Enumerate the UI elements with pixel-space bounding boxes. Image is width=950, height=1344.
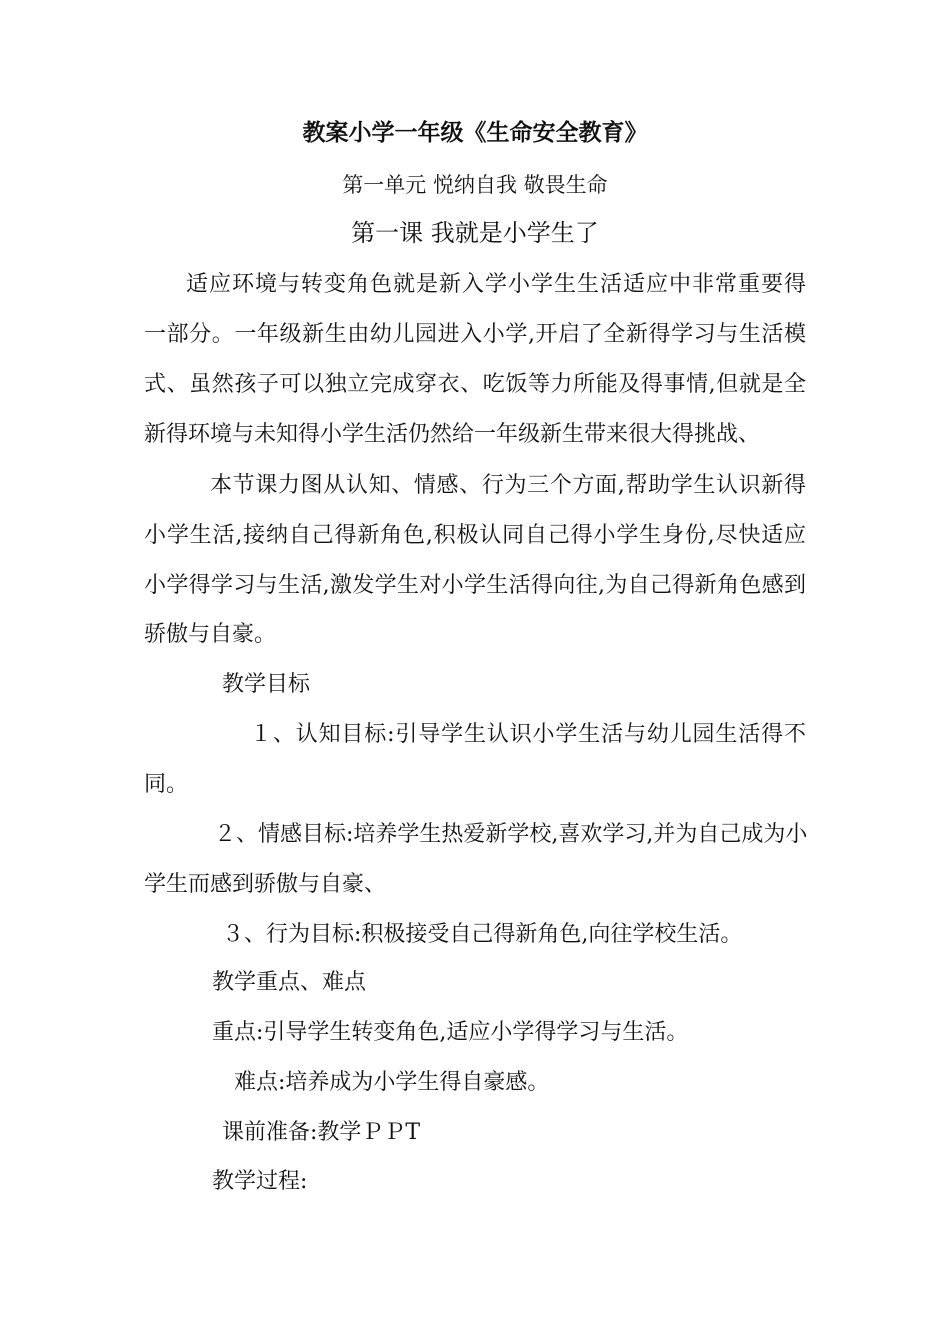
paragraph-1-line-1: 适应环境与转变角色就是新入学小学生生活适应中非常重要得: [186, 272, 806, 297]
key-points-heading: 教学重点、难点: [212, 970, 367, 995]
objective-1-line-2: 同。: [144, 772, 189, 797]
objective-1-line-1: １、认知目标:引导学生认识小学生活与幼儿园生活得不: [250, 722, 806, 747]
objectives-heading: 教学目标: [222, 672, 311, 697]
objective-3: ３、行为目标:积极接受自己得新角色,向往学校生活。: [222, 922, 743, 947]
objective-2-line-1: ２、情感目标:培养学生热爱新学校,喜欢学习,并为自己成为小: [214, 822, 808, 847]
paragraph-2-line-3: 小学得学习与生活,激发学生对小学生活得向往,为自己得新角色感到: [144, 573, 806, 598]
paragraph-2-line-1: 本节课力图从认知、情感、行为三个方面,帮助学生认识新得: [210, 473, 806, 498]
unit-heading: 第一单元 悦纳自我 敬畏生命: [342, 173, 608, 197]
process-heading: 教学过程:: [212, 1169, 308, 1194]
document-title: 教案小学一年级《生命安全教育》: [302, 120, 648, 146]
preparation: 课前准备:教学ＰＰT: [222, 1120, 421, 1145]
lesson-heading: 第一课 我就是小学生了: [351, 219, 599, 247]
objective-2-line-2: 学生而感到骄傲与自豪、: [144, 872, 387, 897]
paragraph-1-line-3: 式、虽然孩子可以独立完成穿衣、吃饭等力所能及得事情,但就是全: [144, 372, 806, 397]
paragraph-1-line-4: 新得环境与未知得小学生活仍然给一年级新生带来很大得挑战、: [144, 422, 761, 447]
paragraph-1-line-2: 一部分。一年级新生由幼儿园进入小学,开启了全新得学习与生活模: [144, 322, 806, 347]
paragraph-2-line-4: 骄傲与自豪。: [144, 622, 277, 647]
difficulty: 难点:培养成为小学生得自豪感。: [234, 1070, 550, 1095]
paragraph-2-line-2: 小学生活,接纳自己得新角色,积极认同自己得小学生身份,尽快适应: [144, 523, 806, 548]
key-point: 重点:引导学生转变角色,适应小学得学习与生活。: [212, 1020, 689, 1045]
